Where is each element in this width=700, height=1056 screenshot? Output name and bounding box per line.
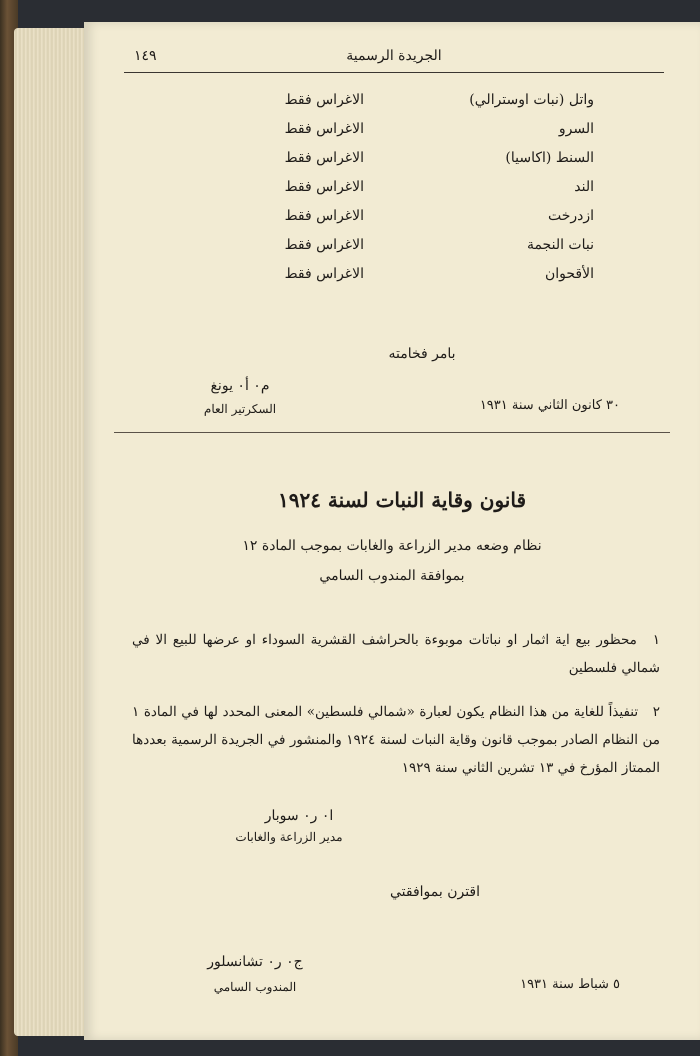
plant-note: الاغراس فقط [284, 208, 364, 224]
signatory-name: م٠ أ٠ يونغ [210, 378, 270, 394]
plant-name: السرو [558, 121, 594, 137]
plant-row [234, 208, 594, 237]
article-1 [132, 626, 660, 682]
signatory-title: السكرتير العام [203, 402, 277, 416]
plant-note: الاغراس فقط [284, 266, 364, 282]
plant-name: السنط (اكاسيا) [505, 150, 594, 166]
plant-name: نبات النجمة [526, 237, 594, 253]
plant-note: الاغراس فقط [284, 179, 364, 195]
plant-row [234, 266, 594, 295]
plant-note: الاغراس فقط [284, 121, 364, 137]
article-2 [132, 698, 660, 782]
plant-list [234, 92, 594, 295]
page-stack [14, 28, 94, 1036]
article-number: ١ [652, 632, 660, 648]
plant-note: الاغراس فقط [284, 150, 364, 166]
plant-row [234, 92, 594, 121]
page-header [124, 48, 664, 73]
by-order-text: بامر فخامته [388, 346, 456, 362]
order-date: ٣٠ كانون الثاني سنة ١٩٣١ [479, 398, 620, 413]
law-subtitle-approval: بموافقة المندوب السامي [319, 568, 465, 584]
article-number: ٢ [652, 704, 660, 720]
law-subtitle: نظام وضعه مدير الزراعة والغابات بموجب المادة ١٢ [242, 538, 542, 554]
article-text: محظور بيع اية اثمار او نباتات موبوءة بالحراشف القشرية السوداء او عرضها للبيع الا في شمالي فلسطين [132, 632, 660, 676]
plant-name: الند [574, 179, 594, 195]
plant-row [234, 121, 594, 150]
commissioner-name: ج٠ ر٠ تشانسلور [207, 954, 303, 970]
plant-row [234, 237, 594, 266]
plant-row [234, 150, 594, 179]
approval-text: اقترن بموافقتي [389, 884, 481, 900]
commissioner-title: المندوب السامي [213, 980, 297, 994]
document-page [84, 22, 700, 1040]
plant-note: الاغراس فقط [284, 237, 364, 253]
plant-name: ازدرخت [547, 208, 594, 224]
plant-note: الاغراس فقط [284, 92, 364, 108]
plant-row [234, 179, 594, 208]
plant-name: الأقحوان [544, 266, 594, 282]
director-title: مدير الزراعة والغابات [235, 830, 343, 844]
section-divider [114, 432, 670, 433]
law-title: قانون وقاية النبات لسنة ١٩٢٤ [278, 488, 526, 512]
plant-name: واتل (نبات اوسترالي) [469, 92, 594, 108]
law-date: ٥ شباط سنة ١٩٣١ [520, 977, 620, 992]
page-number: ١٤٩ [134, 48, 157, 64]
article-text: تنفيذاً للغاية من هذا النظام يكون لعبارة «شمالي فلسطين» المعنى المحدد لها في المادة ١ من النظام الصادر بموجب قانون وقاية النبات لسنة ١٩٢٤ والمنشور في الجريدة الرسمية بعددها الممتاز المؤرخ في ١٣ تشرين الثاني سنة ١٩٢٩ [132, 704, 660, 776]
gazette-title: الجريدة الرسمية [346, 48, 442, 64]
director-name: ا٠ ر٠ سوبار [264, 808, 334, 824]
